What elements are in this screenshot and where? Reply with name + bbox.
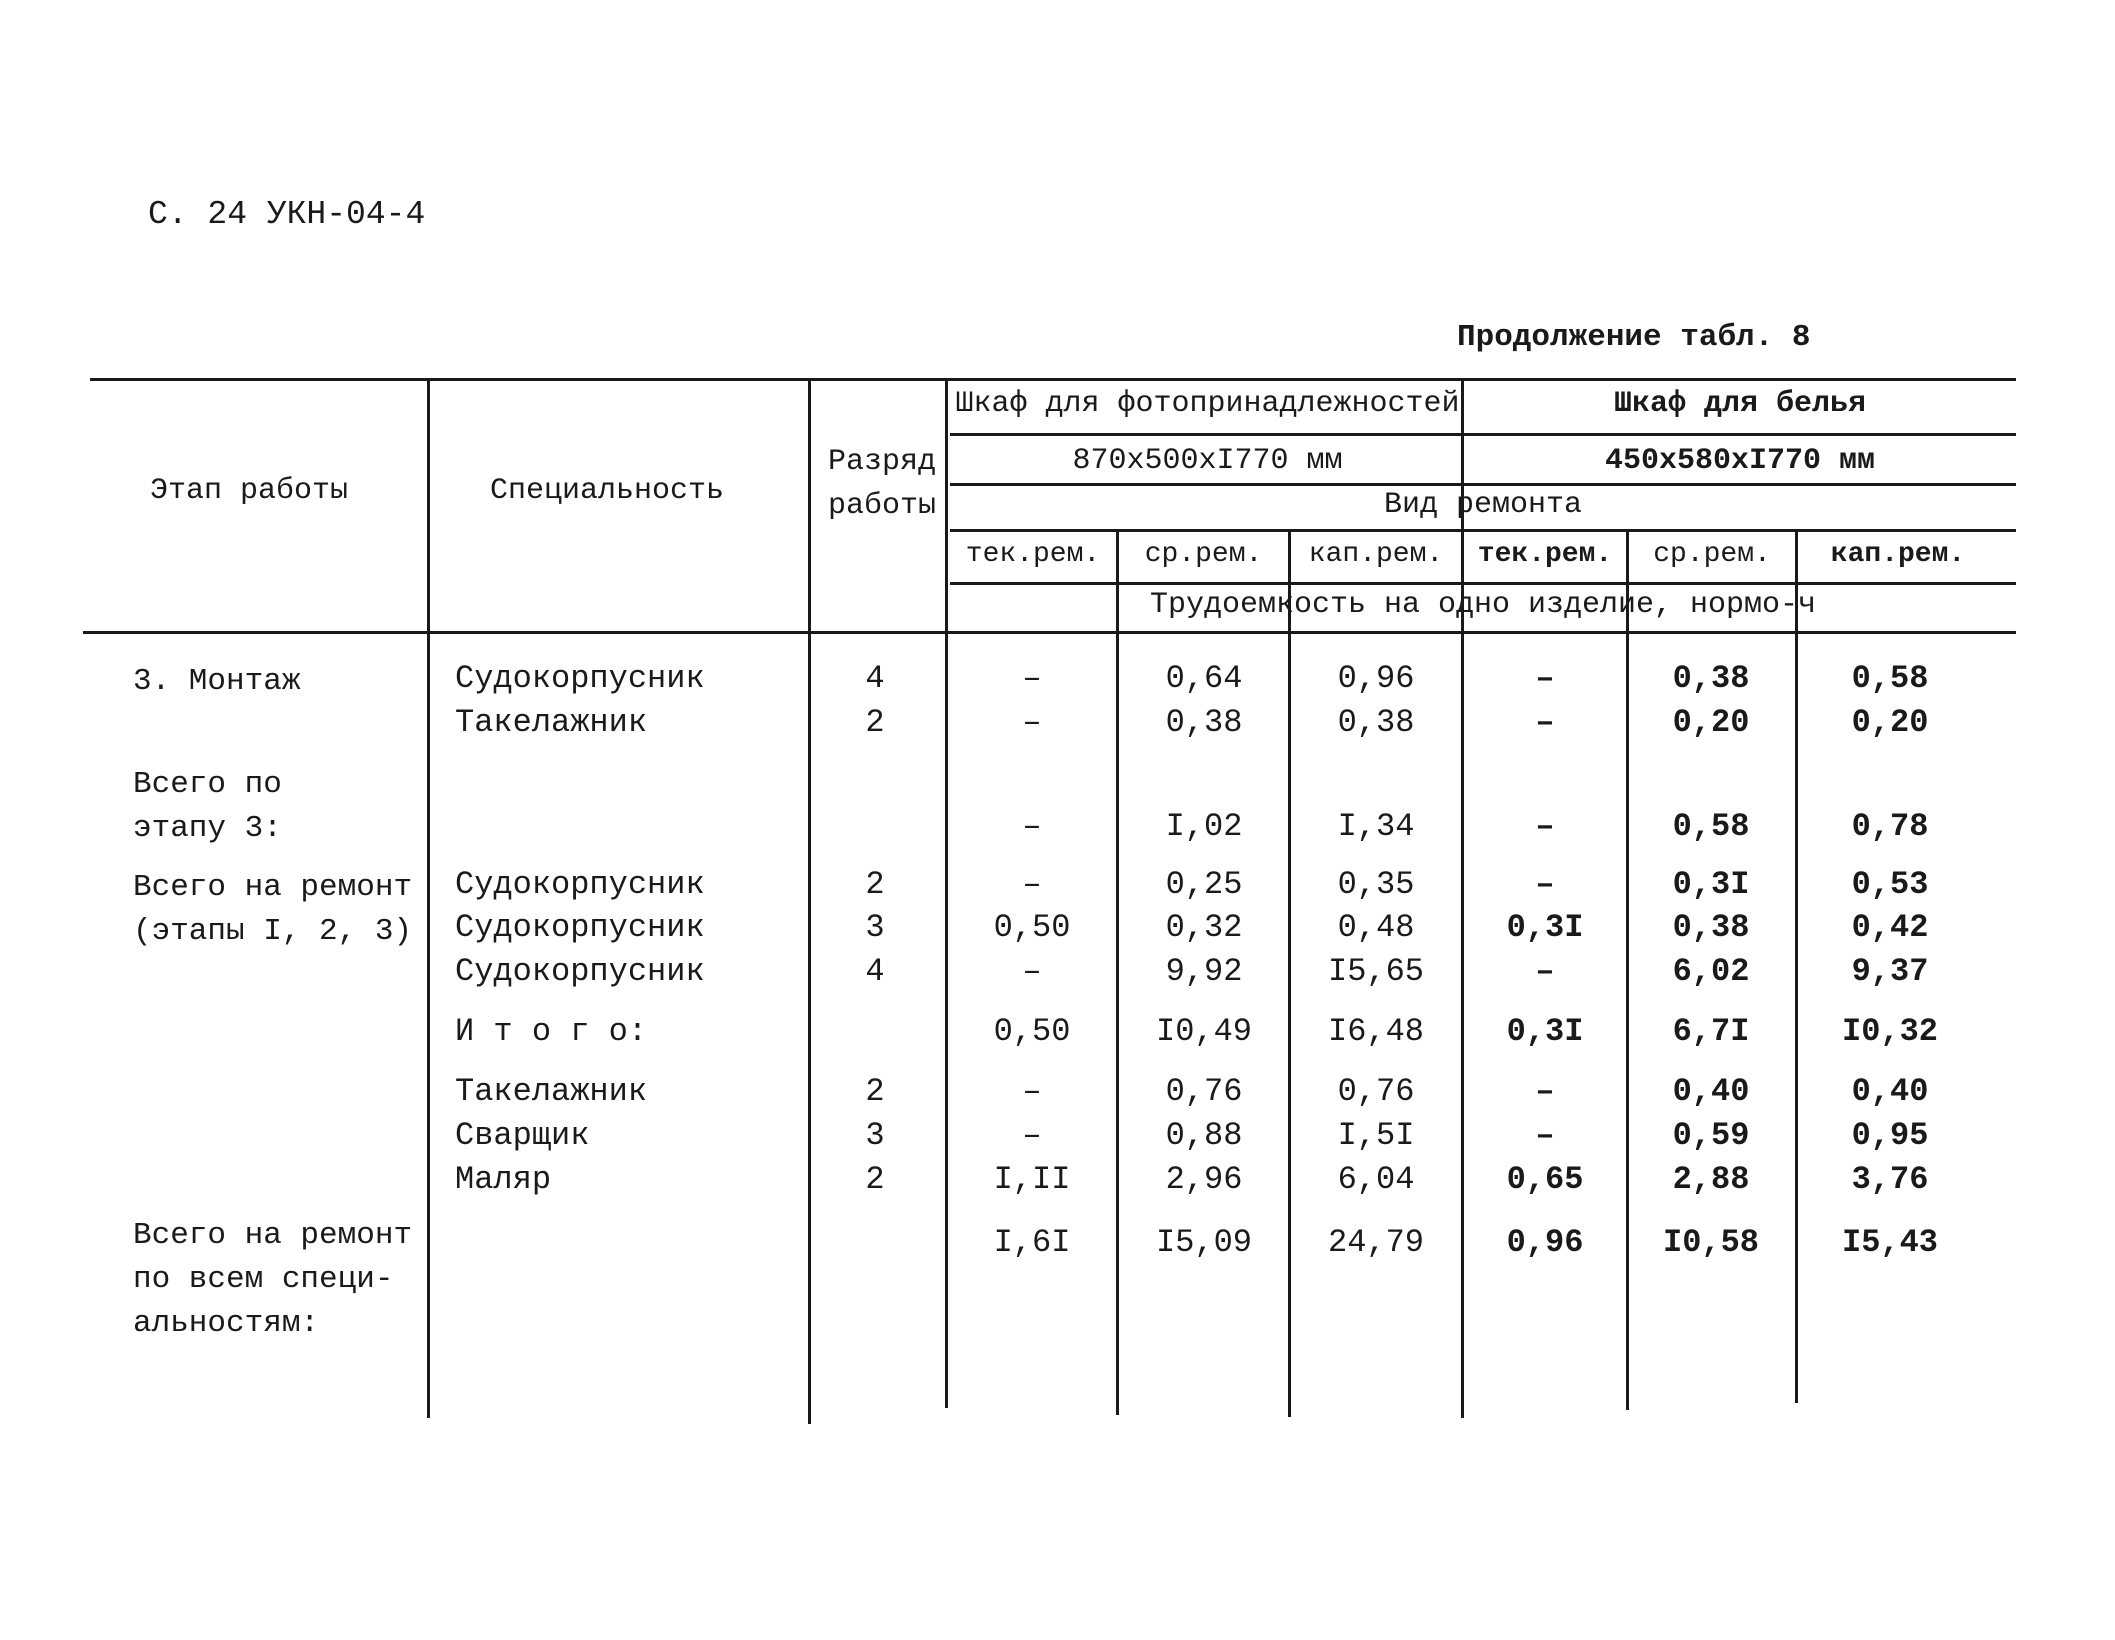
table-top-rule	[90, 378, 2016, 381]
cell-value: 0,76	[1165, 1073, 1243, 1110]
cell-value: 0,95	[1851, 1117, 1929, 1154]
cell-value: I0,58	[1662, 1224, 1759, 1261]
labor-unit-header: Трудоемкость на одно изделие, нормо-ч	[1149, 588, 1817, 622]
stage-repair-line2: (этапы I, 2, 3)	[133, 914, 413, 949]
cell-value: –	[1022, 953, 1042, 990]
subcol-tek-1: тек.рем.	[965, 539, 1101, 570]
cell-value: 0,3I	[1506, 1013, 1584, 1050]
cell-value: –	[1535, 1073, 1555, 1110]
cell-value: –	[1022, 808, 1042, 845]
cell-specialty: Такелажник	[455, 704, 648, 741]
col-header-stage: Этап работы	[150, 474, 349, 508]
cell-value: I5,43	[1841, 1224, 1938, 1261]
cell-value: I,02	[1165, 808, 1243, 845]
col-divider	[1626, 529, 1629, 1410]
cell-value: I0,32	[1841, 1013, 1938, 1050]
cell-value: –	[1022, 704, 1042, 741]
cell-value: 9,92	[1165, 953, 1243, 990]
cell-value: 0,40	[1851, 1073, 1929, 1110]
table-continuation-label: Продолжение табл. 8	[1457, 320, 1811, 355]
cell-value: 0,64	[1165, 660, 1243, 697]
cell-grade: 2	[865, 704, 885, 741]
cell-value: I5,09	[1155, 1224, 1252, 1261]
cell-specialty: Судокорпусник	[455, 660, 705, 697]
subcol-kap-2: кап.рем.	[1830, 539, 1966, 570]
cell-value: 0,20	[1851, 704, 1929, 741]
cell-specialty: Судокорпусник	[455, 866, 705, 903]
cell-value: –	[1022, 866, 1042, 903]
group1-name: Шкаф для фотопринадлежностей	[955, 387, 1460, 421]
col-divider	[1795, 529, 1798, 1403]
cell-value: 6,04	[1337, 1161, 1415, 1198]
stage-montazh: 3. Монтаж	[133, 664, 301, 699]
cell-value: –	[1535, 704, 1555, 741]
stage-total-3-line1: Всего по	[133, 767, 282, 802]
stage-all-line1: Всего на ремонт	[133, 1218, 413, 1253]
subcol-tek-2: тек.рем.	[1477, 539, 1613, 570]
cell-value: I,6I	[993, 1224, 1071, 1261]
rule-under-group-names	[950, 433, 2016, 436]
cell-value: 0,65	[1506, 1161, 1584, 1198]
group1-size: 870х500хI770 мм	[1072, 444, 1343, 478]
cell-value: 0,38	[1165, 704, 1243, 741]
col-header-grade	[822, 440, 942, 528]
cell-value: 0,96	[1337, 660, 1415, 697]
col-divider	[1288, 529, 1291, 1417]
cell-value: 0,53	[1851, 866, 1929, 903]
stage-all-line3: альностям:	[133, 1306, 320, 1341]
cell-value: 0,50	[993, 1013, 1071, 1050]
cell-value: 0,3I	[1672, 866, 1750, 903]
cell-specialty: И т о г о:	[455, 1013, 648, 1050]
cell-value: I5,65	[1327, 953, 1424, 990]
cell-grade: 3	[865, 909, 885, 946]
cell-value: I,5I	[1337, 1117, 1415, 1154]
cell-value: 0,96	[1506, 1224, 1584, 1261]
stage-total-3-line2: этапу 3:	[133, 811, 282, 846]
cell-value: –	[1535, 866, 1555, 903]
cell-grade: 4	[865, 660, 885, 697]
col-header-grade-text: Разряд работы	[827, 445, 937, 523]
group2-name: Шкаф для белья	[1613, 387, 1867, 421]
cell-value: –	[1022, 1117, 1042, 1154]
cell-value: 2,88	[1672, 1161, 1750, 1198]
cell-value: 24,79	[1327, 1224, 1424, 1261]
cell-value: 3,76	[1851, 1161, 1929, 1198]
cell-value: 6,02	[1672, 953, 1750, 990]
cell-value: 0,78	[1851, 808, 1929, 845]
cell-value: 0,3I	[1506, 909, 1584, 946]
rule-under-repair-type	[950, 529, 2016, 532]
cell-value: –	[1535, 660, 1555, 697]
cell-value: 0,38	[1672, 660, 1750, 697]
cell-specialty: Маляр	[455, 1161, 552, 1198]
cell-grade: 3	[865, 1117, 885, 1154]
cell-value: –	[1535, 808, 1555, 845]
cell-value: I0,49	[1155, 1013, 1252, 1050]
subcol-sr-2: ср.рем.	[1653, 539, 1771, 570]
cell-specialty: Сварщик	[455, 1117, 590, 1154]
cell-value: 0,25	[1165, 866, 1243, 903]
cell-value: I,II	[993, 1161, 1071, 1198]
cell-value: I6,48	[1327, 1013, 1424, 1050]
cell-value: –	[1022, 1073, 1042, 1110]
cell-value: 0,38	[1337, 704, 1415, 741]
col-divider	[1116, 529, 1119, 1415]
cell-value: –	[1022, 660, 1042, 697]
cell-value: 0,76	[1337, 1073, 1415, 1110]
subcol-kap-1: кап.рем.	[1308, 539, 1444, 570]
stage-repair-line1: Всего на ремонт	[133, 870, 413, 905]
cell-value: 0,58	[1851, 660, 1929, 697]
page-reference: С. 24 УКН-04-4	[148, 196, 426, 233]
cell-specialty: Такелажник	[455, 1073, 648, 1110]
cell-specialty: Судокорпусник	[455, 953, 705, 990]
col-divider	[945, 378, 948, 1408]
cell-value: 0,58	[1672, 808, 1750, 845]
cell-value: 0,35	[1337, 866, 1415, 903]
cell-grade: 2	[865, 1161, 885, 1198]
cell-value: 0,38	[1672, 909, 1750, 946]
cell-specialty: Судокорпусник	[455, 909, 705, 946]
cell-value: 0,88	[1165, 1117, 1243, 1154]
cell-value: –	[1535, 953, 1555, 990]
cell-grade: 2	[865, 866, 885, 903]
cell-value: 0,48	[1337, 909, 1415, 946]
subcol-sr-1: ср.рем.	[1144, 539, 1263, 570]
cell-value: I,34	[1337, 808, 1415, 845]
cell-value: 9,37	[1851, 953, 1929, 990]
cell-value: 6,7I	[1672, 1013, 1750, 1050]
cell-value: 0,20	[1672, 704, 1750, 741]
cell-value: 0,40	[1672, 1073, 1750, 1110]
cell-value: 0,59	[1672, 1117, 1750, 1154]
col-header-specialty: Специальность	[490, 474, 725, 508]
cell-value: 0,42	[1851, 909, 1929, 946]
col-divider	[427, 378, 430, 1418]
group2-size: 450х580хI770 мм	[1604, 444, 1876, 478]
stage-all-line2: по всем специ-	[133, 1262, 394, 1297]
cell-value: 2,96	[1165, 1161, 1243, 1198]
cell-grade: 2	[865, 1073, 885, 1110]
header-bottom-rule	[83, 631, 2016, 634]
repair-type-header: Вид ремонта	[1383, 488, 1583, 522]
col-divider	[808, 378, 811, 1424]
cell-value: 0,50	[993, 909, 1071, 946]
cell-value: –	[1535, 1117, 1555, 1154]
cell-value: 0,32	[1165, 909, 1243, 946]
cell-grade: 4	[865, 953, 885, 990]
